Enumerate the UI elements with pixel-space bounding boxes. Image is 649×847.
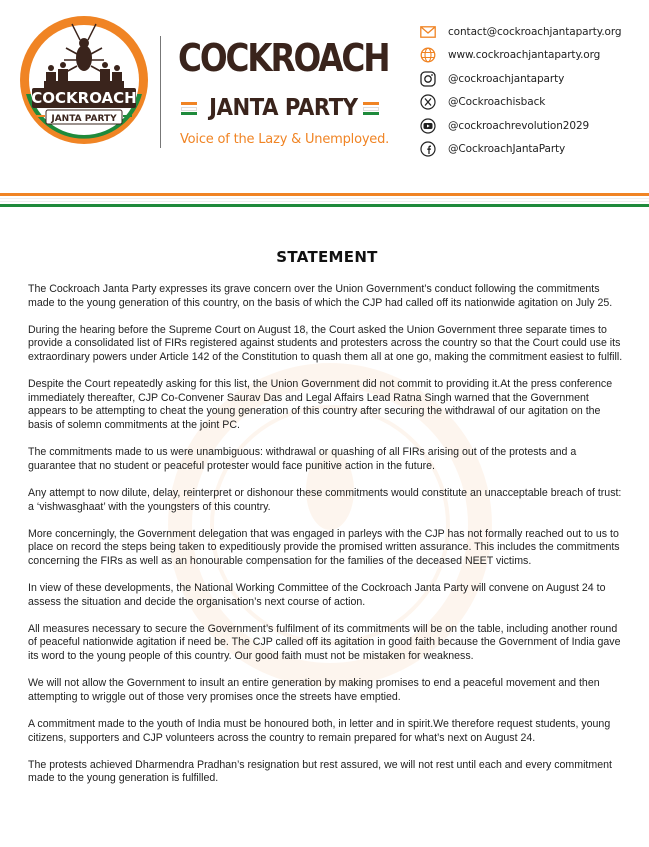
contact-website-text: www.cockroachjantaparty.org <box>448 49 601 62</box>
x-icon <box>419 93 437 111</box>
brand-subtitle: JANTA PARTY <box>209 95 358 121</box>
logo-text-bottom: JANTA PARTY <box>51 114 117 124</box>
flag-bars-left <box>181 102 197 114</box>
contact-instagram[interactable] <box>419 67 644 91</box>
contact-list <box>419 20 644 161</box>
brand-subtitle-row <box>179 94 381 122</box>
facebook-icon <box>419 140 437 158</box>
paragraph: During the hearing before the Supreme Court on August 18, the Court asked the Union Government three separate times to provide a consolidated list of FIRs registered against students and protesters across the country so that the Court could use its extraordinary powers under Article 142 of the Constitution to quash them all at one go, making the commitment easiest to fulfill. <box>28 323 623 363</box>
contact-x[interactable] <box>419 91 644 115</box>
paragraph: More concerningly, the Government delegation that was engaged in parleys with the CJP has not formally reached out to us to place on record the steps being taken to expeditiously provide the promised written assurance. This includes the commitments concerning the FIRs as well as an honourable compensation for the families of the deceased NEET victims. <box>28 527 620 567</box>
instagram-icon <box>419 70 437 88</box>
contact-instagram-text: @cockroachjantaparty <box>448 72 565 85</box>
tricolor-divider <box>0 193 649 209</box>
paragraph: Any attempt to now dilute, delay, reinterpret or dishonour these commitments would constitute an unacceptable breach of trust: a ‘vishwasghaat’ with the youngsters of this country. <box>28 486 622 513</box>
paragraph: Despite the Court repeatedly asking for this list, the Union Government did not commit to providing it.At the press conference immediately thereafter, CJP Co-Convener Saurav Das and Legal Affairs Lead Ratna Singh warned that the Government appears to be attempting to cheat the young generation of this country after securing the withdrawal of our agitation on the basis of solemn commitments at the joint PC. <box>28 378 613 431</box>
contact-email[interactable] <box>419 20 644 44</box>
contact-facebook-text: @CockroachJantaParty <box>448 143 566 156</box>
youtube-icon <box>419 117 437 135</box>
statement-title: STATEMENT <box>276 248 378 266</box>
statement-body <box>28 248 626 800</box>
contact-x-text: @Cockroachisback <box>448 96 546 109</box>
party-logo <box>18 14 150 146</box>
logo-text-top: COCKROACH <box>31 89 137 107</box>
letterhead <box>0 0 649 190</box>
flag-bars-right <box>363 102 379 114</box>
paragraph: A commitment made to the youth of India must be honoured both, in letter and in spirit.We therefore request students, young citizens, supporters and CJP volunteers across the country to remain prepared for what’s next on August 24. <box>28 718 611 744</box>
contact-facebook[interactable] <box>419 138 644 162</box>
paragraph: In view of these developments, the National Working Committee of the Cockroach Janta Party will convene on August 24 to assess the situation and decide the organisation’s next course of action. <box>28 582 606 608</box>
mail-icon <box>419 23 437 41</box>
contact-youtube-text: @cockroachrevolution2029 <box>448 119 590 132</box>
paragraph: All measures necessary to secure the Government’s fulfilment of its commitments will be on the table, including another round of peaceful nationwide agitation if need be. The CJP called off its agitation in good faith because the Government of India gave its word to the young people of this country. Our good faith must not be mistaken for weakness. <box>28 622 621 663</box>
paragraph: The Cockroach Janta Party expresses its grave concern over the Union Government’s conduct following the commitments made to the young generation of this country, on the basis of which the CJP had called off its nationwide agitation on July 25. <box>28 283 613 309</box>
brand-title: COCKROACH <box>178 36 389 80</box>
contact-email-text: contact@cockroachjantaparty.org <box>448 25 622 38</box>
contact-website[interactable] <box>419 44 644 68</box>
paragraph: The commitments made to us were unambiguous: withdrawal or quashing of all FIRs arising out of the protests and a guarantee that no student or peaceful protester would face punitive action in the future. <box>28 446 577 472</box>
paragraph: The protests achieved Dharmendra Pradhan’s resignation but rest assured, we will not rest until each and every commitment made to the young generation is fulfilled. <box>28 758 612 785</box>
contact-youtube[interactable] <box>419 114 644 138</box>
tagline: Voice of the Lazy & Unemployed. <box>180 132 390 147</box>
paragraph: We will not allow the Government to insult an entire generation by making promises to end a peaceful movement and then attempting to wriggle out of those very promises once the streets have emptied. <box>28 677 600 703</box>
globe-icon <box>419 46 437 64</box>
header-divider <box>160 36 161 148</box>
